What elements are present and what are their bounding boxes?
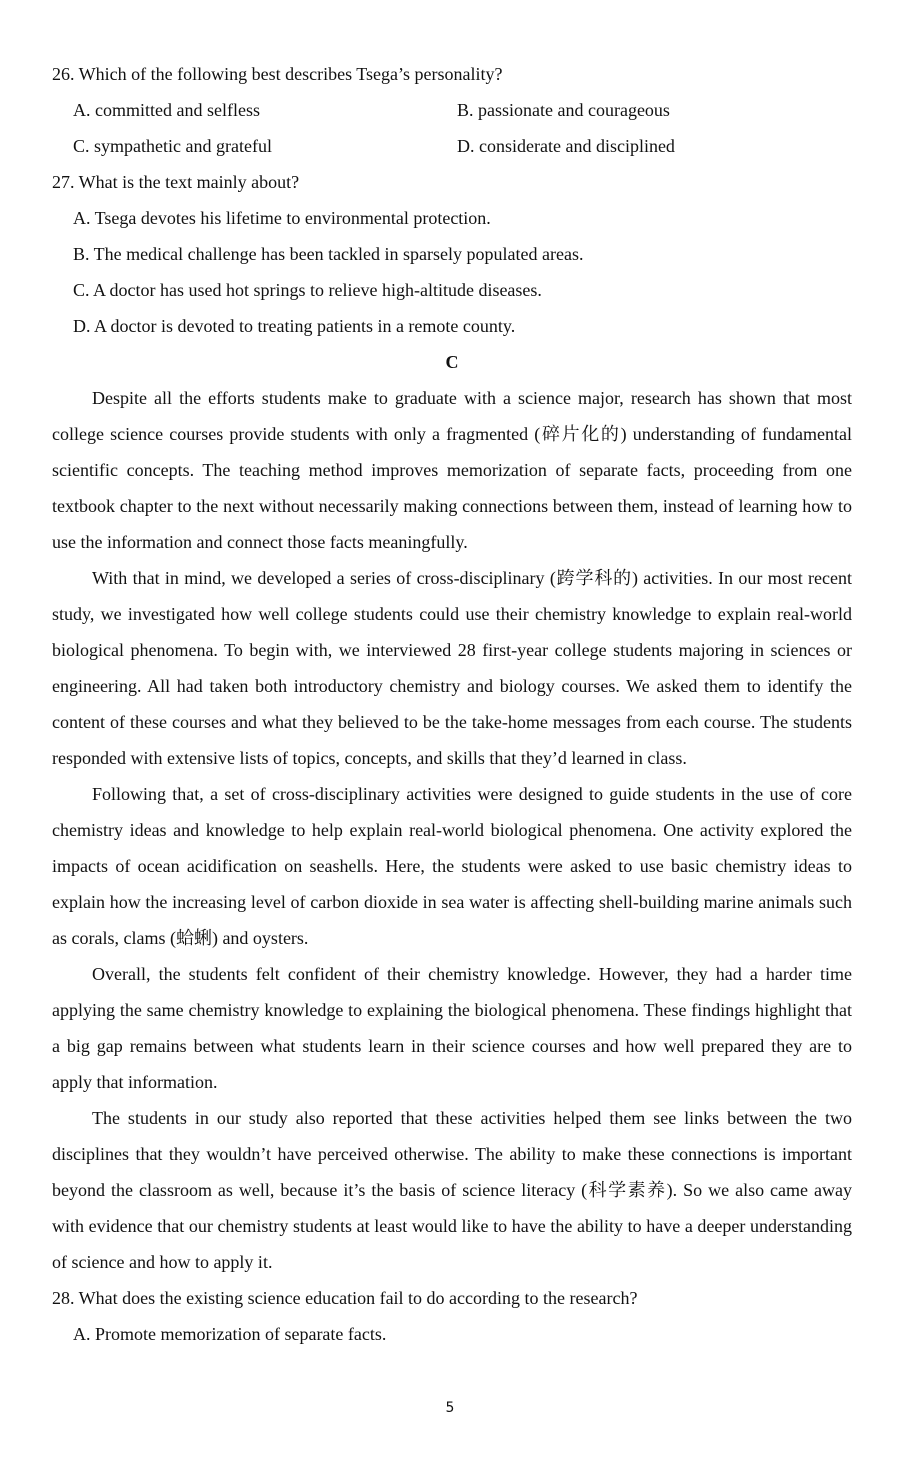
passage-paragraph: Overall, the students felt confident of their chemistry knowledge. However, they had a harder time applying the same chemistry knowledge to explaining the biological phenomena. These findings highlight that a big gap remains between what students learn in their science courses and how well prepared they are to apply that information. [52, 964, 852, 1092]
passage-paragraph: Following that, a set of cross-disciplinary activities were designed to guide students in the use of core chemistry ideas and knowledge to help explain real-world biological phenomena. One activity explored the impacts of ocean acidification on seashells. Here, the students were asked to use basic chemistry ideas to explain how the increasing level of carbon dioxide in sea water is affecting shell-building marine animals such as corals, clams (蛤蜊) and oysters. [52, 784, 852, 948]
question-28 [52, 1280, 852, 1352]
exam-page [52, 56, 852, 1352]
question-stem: 28. What does the existing science education fail to do according to the research? [52, 1288, 638, 1308]
option-c: C. sympathetic and grateful [73, 136, 272, 156]
option-row [52, 128, 852, 164]
page-number: 5 [445, 1400, 455, 1416]
option-b: B. passionate and courageous [457, 100, 670, 120]
section-heading: C [445, 352, 459, 372]
option-a: A. Promote memorization of separate facts. [73, 1324, 387, 1344]
option-a: A. Tsega devotes his lifetime to environmental protection. [73, 208, 491, 228]
question-27 [52, 164, 852, 344]
option-a: A. committed and selfless [73, 100, 260, 120]
question-stem: 26. Which of the following best describes Tsega’s personality? [52, 64, 503, 84]
passage-paragraph: With that in mind, we developed a series of cross-disciplinary (跨学科的) activities. In our most recent study, we investigated how well college students could use their chemistry knowledge to explain real-world biological phenomena. To begin with, we interviewed 28 first-year college students majoring in sciences or engineering. All had taken both introductory chemistry and biology courses. We asked them to identify the content of these courses and what they believed to be the take-home messages from each course. The students responded with extensive lists of topics, concepts, and skills that they’d learned in class. [52, 568, 852, 768]
question-stem: 27. What is the text mainly about? [52, 172, 300, 192]
option-b: B. The medical challenge has been tackled in sparsely populated areas. [73, 244, 584, 264]
option-c: C. A doctor has used hot springs to relieve high-altitude diseases. [73, 280, 542, 300]
passage-paragraph: Despite all the efforts students make to graduate with a science major, research has shown that most college science courses provide students with only a fragmented (碎片化的) understanding of fundamental scientific concepts. The teaching method improves memorization of separate facts, proceeding from one textbook chapter to the next without necessarily making connections between them, instead of learning how to use the information and connect those facts meaningfully. [52, 388, 852, 552]
option-row [52, 92, 852, 128]
question-26 [52, 56, 852, 164]
option-d: D. considerate and disciplined [457, 136, 675, 156]
option-d: D. A doctor is devoted to treating patients in a remote county. [73, 316, 516, 336]
reading-passage [52, 380, 852, 1280]
passage-paragraph: The students in our study also reported that these activities helped them see links between the two disciplines that they wouldn’t have perceived otherwise. The ability to make these connections is important beyond the classroom as well, because it’s the basis of science literacy (科学素养). So we also came away with evidence that our chemistry students at least would like to have the ability to have a deeper understanding of science and how to apply it. [52, 1108, 852, 1272]
